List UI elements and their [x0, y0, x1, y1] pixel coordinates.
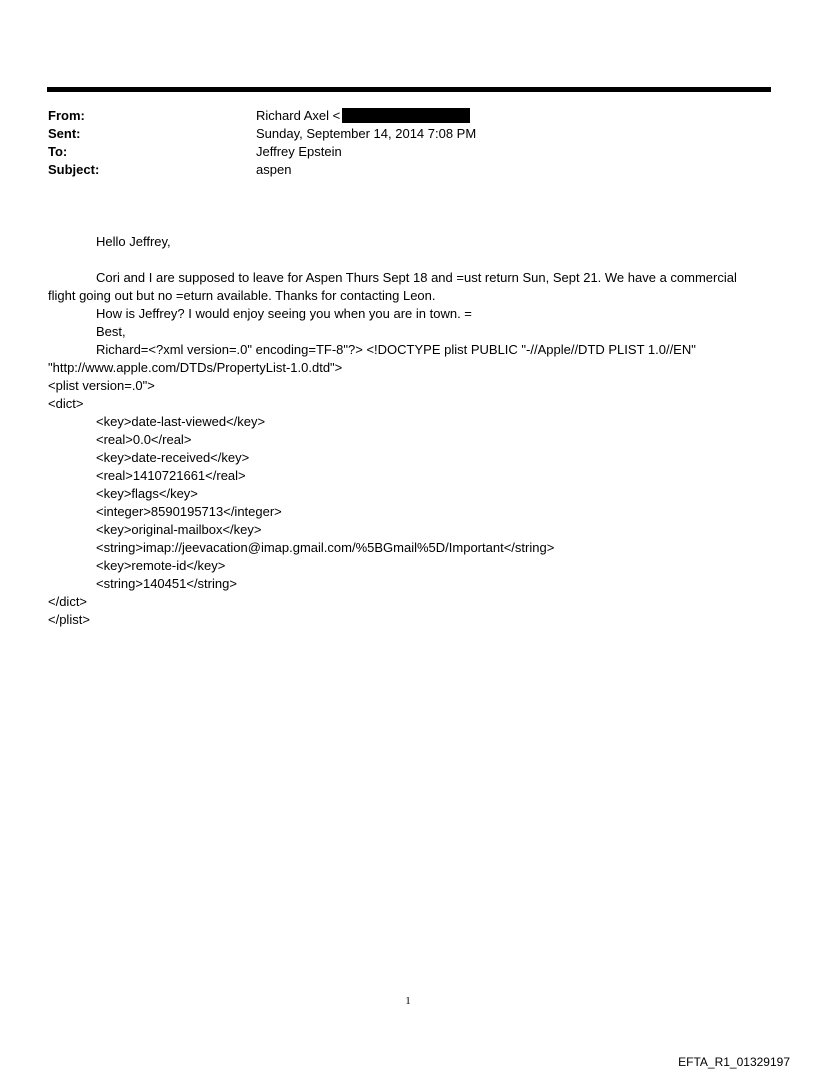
xml-line: <key>date-last-viewed</key> [96, 414, 266, 429]
body-paragraph-line-1: Cori and I are supposed to leave for Aspen Thurs Sept 18 and =ust return Sun, Sept 21. We have a commercial [96, 270, 737, 285]
xml-line: <string>140451</string> [96, 576, 237, 591]
xml-line: <string>imap://jeevacation@imap.gmail.com/%5BGmail%5D/Important</string> [96, 540, 555, 555]
sent-label: Sent: [48, 126, 81, 141]
from-label: From: [48, 108, 85, 123]
xml-dict-close: </dict> [48, 594, 88, 609]
page-number: 1 [405, 995, 411, 1007]
xml-line: <key>date-received</key> [96, 450, 250, 465]
body-signoff: Best, [96, 324, 126, 339]
header-divider-rule [47, 87, 771, 92]
redaction-box [342, 108, 470, 123]
from-name: Richard Axel < [256, 108, 341, 123]
subject-label: Subject: [48, 162, 100, 177]
xml-line: <key>original-mailbox</key> [96, 522, 262, 537]
xml-dict-open: <dict> [48, 396, 84, 411]
xml-line: <integer>8590195713</integer> [96, 504, 282, 519]
xml-line: <real>0.0</real> [96, 432, 192, 447]
body-question-line: How is Jeffrey? I would enjoy seeing you when you are in town. = [96, 306, 472, 321]
xml-line: <real>1410721661</real> [96, 468, 246, 483]
subject-value: aspen [256, 162, 292, 177]
xml-line: <key>flags</key> [96, 486, 198, 501]
sent-value: Sunday, September 14, 2014 7:08 PM [256, 126, 477, 141]
xml-plist-close: </plist> [48, 612, 90, 627]
from-value [256, 107, 470, 125]
body-signature-xml-line: Richard=<?xml version=.0" encoding=TF-8"?> <!DOCTYPE plist PUBLIC "-//Apple//DTD PLIST 1.0//EN" [96, 342, 696, 357]
to-value: Jeffrey Epstein [256, 144, 342, 159]
body-paragraph-line-2: flight going out but no =eturn available. Thanks for contacting Leon. [48, 288, 436, 303]
document-id: EFTA_R1_01329197 [678, 1055, 790, 1069]
xml-line: <key>remote-id</key> [96, 558, 226, 573]
xml-plist-open: <plist version=.0"> [48, 378, 155, 393]
xml-dtd-line: "http://www.apple.com/DTDs/PropertyList-1.0.dtd"> [48, 360, 343, 375]
to-label: To: [48, 144, 68, 159]
greeting: Hello Jeffrey, [96, 234, 171, 249]
